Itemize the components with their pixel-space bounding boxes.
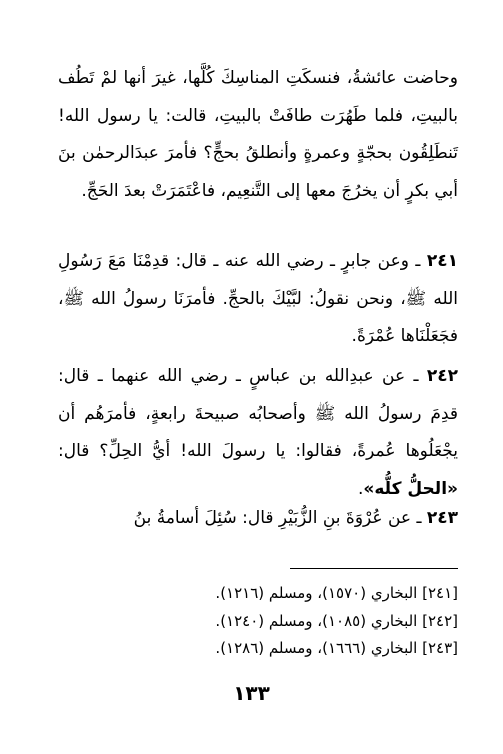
footnote-item: [٢٤٣] البخاري (١٦٦٦)، ومسلم (١٢٨٦). <box>215 639 458 657</box>
hadith-number: ٢٤٢ <box>426 366 459 386</box>
page-number: ١٣٣ <box>233 681 270 705</box>
hadith-number: ٢٤٣ <box>426 508 458 528</box>
hadith-text: ـ وعن جابرٍ ـ رضي الله عنه ـ قال: قدِمْنَا مَعَ رَسُولِ الله ﷺ، ونحن نقولُ: لبَّيْكَ بالحجِّ. فأمرَنَا رسولُ الله ﷺ، فجَعَلْنَاها عُمْرَةً. <box>58 251 458 346</box>
footnote-item: [٢٤٢] البخاري (١٠٨٥)، ومسلم (١٢٤٠). <box>215 611 458 630</box>
hadith-text: ـ عن عُرْوَةَ بنِ الزُّبَيْرِ قال: سُئِلَ أسامةُ بنُ <box>133 508 422 528</box>
hadith-end-punct: . <box>357 478 364 499</box>
footnotes <box>58 580 458 663</box>
footnote-item: [٢٤١] البخاري (١٥٧٠)، ومسلم (١٢١٦). <box>215 584 458 602</box>
paragraph-aisha <box>58 60 458 210</box>
footnote-divider <box>290 568 458 569</box>
hadith-242 <box>58 358 458 508</box>
hadith-text: ـ عن عبدِالله بن عباسٍ ـ رضي الله عنهما ـ قال: قدِمَ رسولُ الله ﷺ وأصحابُه صبيحةَ رابعةٍ، فأمرَهُم أن يجْعَلُوها عُمرةً، فقالوا: يا رسولَ الله! أيُّ الحِلِّ؟ قال: <box>58 366 458 461</box>
hadith-243 <box>58 500 458 538</box>
hadith-quote: «الحلُّ كلُّه» <box>363 478 458 499</box>
hadith-241 <box>58 243 458 356</box>
hadith-number: ٢٤١ <box>426 251 458 271</box>
paragraph-text: وحاضت عائشةُ، فنسكَتِ المناسِكَ كُلَّها، غيرَ أنها لمْ تَطُف بالبيتِ، فلما طَهُرَت طافَتْ بالبيتِ، قالت: يا رسول الله! تَنطَلِقُون بحجّةٍ وعمرةٍ وأنطلقُ بحجٍّ؟ فأمرَ عبدَالرحمٰن بنَ أبي بكرٍ أن يخرُجَ معها إلى التَّنعِيم، فاعْتَمَرَتْ بعدَ الحَجِّ. <box>58 68 458 201</box>
